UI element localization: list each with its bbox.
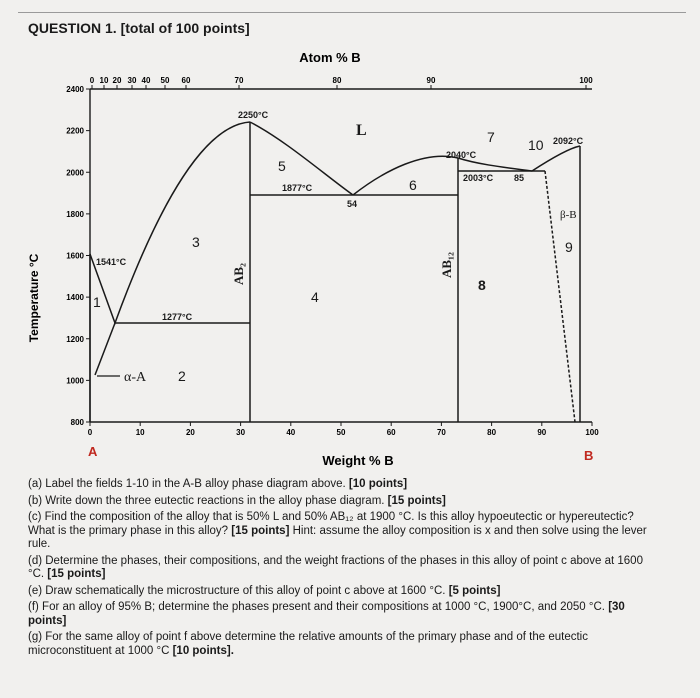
field-3: 3 [192, 234, 200, 250]
plot-frame [90, 89, 592, 422]
weight-tick-label: 50 [336, 428, 346, 437]
liquidus-eutectic-to-ab12 [353, 156, 458, 195]
question-item [28, 511, 658, 552]
atom-tick-label: 70 [234, 76, 244, 85]
bottom-axis-title: Weight % B [322, 453, 394, 468]
atom-tick-label: 60 [181, 76, 191, 85]
question-points: [10 points] [348, 478, 408, 490]
temperature-tick-labels [66, 85, 90, 427]
phase-boundaries [90, 122, 580, 422]
question-list [28, 478, 658, 661]
atom-tick-label: 100 [579, 76, 593, 85]
endpoint-b: B [584, 448, 594, 463]
temp-tick-label: 2400 [66, 85, 84, 94]
weight-tick-label: 0 [87, 428, 93, 437]
atom-tick-label: 0 [89, 76, 95, 85]
atom-tick-label: 30 [127, 76, 137, 85]
phase-ab12: AB₁₂ [439, 252, 454, 278]
label-2092: 2092°C [553, 136, 584, 146]
weight-tick-labels [88, 422, 599, 437]
label-85: 85 [514, 173, 525, 183]
top-rule [18, 12, 686, 13]
label-2250: 2250°C [238, 110, 269, 120]
temp-tick-label: 2200 [66, 126, 84, 136]
alpha-solidus [95, 323, 115, 375]
label-1541: 1541°C [96, 257, 127, 267]
question-text: (f) For an alloy of 95% B; determine the phases present and their compositions at 1000 °C, 1900°C, and 2050 °C. [28, 601, 609, 613]
weight-tick-label: 60 [386, 428, 396, 437]
field-6: 6 [409, 177, 417, 193]
top-axis-title: Atom % B [299, 50, 361, 65]
field-5: 5 [278, 158, 286, 174]
label-1877: 1877°C [282, 183, 313, 193]
weight-tick-label: 30 [236, 428, 246, 437]
temp-tick-label: 2000 [66, 168, 84, 178]
temp-tick-label: 1800 [66, 209, 84, 219]
question-points: [30 points] [28, 601, 625, 627]
question-item [28, 495, 658, 509]
question-points: [15 points] [231, 524, 290, 537]
question-points: [10 points]. [172, 644, 234, 657]
question-text: (b) Write down the three eutectic reactions in the alloy phase diagram. [28, 494, 388, 507]
question-points: [15 points] [47, 568, 106, 580]
weight-tick-label: 20 [185, 428, 195, 437]
atom-tick-label: 10 [99, 76, 109, 85]
question-text: (a) Label the fields 1-10 in the A-B alloy phase diagram above. [28, 478, 349, 490]
field-10: 10 [528, 137, 544, 153]
question-item [28, 601, 658, 628]
field-9: 9 [565, 239, 573, 255]
label-2040: 2040°C [446, 150, 477, 160]
question-item [28, 478, 658, 492]
phase-ab2: AB₂ [231, 263, 246, 285]
atom-tick-label: 80 [332, 76, 342, 85]
phase-liquid: L [356, 122, 367, 139]
atom-tick-label: 90 [426, 76, 436, 85]
question-text: (c) Find the composition of the alloy that is 50% L and 50% AB₁₂ at 1900 °C. Is this alloy hypoeutectic or hypereutectic? What is the primary phase in this alloy? [28, 511, 634, 537]
question-item [28, 555, 658, 582]
y-axis-title: Temperature °C [27, 253, 41, 343]
question-text: (g) For the same alloy of point f above determine the relative amounts of the primary phase and of the eutectic microconstituent at 1000 °C [28, 631, 588, 657]
atom-tick-label: 40 [141, 76, 151, 85]
temp-tick-label: 1000 [66, 376, 84, 386]
label-54: 54 [347, 199, 358, 209]
temp-tick-label: 1600 [66, 251, 84, 261]
liquidus-a-to-ab2 [90, 122, 250, 323]
question-text: (e) Draw schematically the microstructure of this alloy of point c above at 1600 °C. [28, 584, 449, 597]
temp-tick-label: 1400 [66, 293, 84, 303]
field-8: 8 [478, 277, 486, 293]
question-item [28, 585, 658, 599]
question-hint: Hint: assume the alloy composition is x and then solve using the lever rule. [28, 524, 647, 550]
phase-alpha: α-A [124, 370, 147, 385]
weight-tick-label: 40 [286, 428, 296, 437]
question-item [28, 631, 658, 658]
field-1: 1 [93, 294, 101, 310]
liquidus-ab12-to-b [458, 146, 580, 171]
atom-tick-label: 50 [160, 76, 170, 85]
phase-beta: β-B [560, 209, 577, 221]
temp-tick-label: 1200 [66, 334, 84, 344]
label-1277: 1277°C [162, 312, 193, 322]
question-points: [15 points] [387, 494, 446, 507]
question-text: (d) Determine the phases, their compositions, and the weight fractions of the phases in this alloy of point c above at 1600 °C. [28, 554, 643, 580]
atom-tick-labels [90, 76, 593, 89]
weight-tick-label: 10 [135, 428, 145, 437]
atom-tick-label: 20 [112, 76, 122, 85]
weight-tick-label: 70 [436, 428, 446, 437]
temp-tick-label: 800 [70, 418, 84, 427]
weight-tick-label: 100 [585, 428, 599, 437]
field-7: 7 [487, 129, 495, 145]
phase-diagram [0, 40, 700, 480]
question-heading: QUESTION 1. [total of 100 points] [28, 20, 250, 36]
weight-tick-label: 90 [537, 428, 547, 437]
label-2003: 2003°C [463, 173, 494, 183]
endpoint-a: A [88, 444, 98, 459]
field-2: 2 [178, 368, 186, 384]
weight-tick-label: 80 [487, 428, 497, 437]
field-4: 4 [311, 289, 319, 305]
question-points: [5 points] [448, 584, 501, 597]
